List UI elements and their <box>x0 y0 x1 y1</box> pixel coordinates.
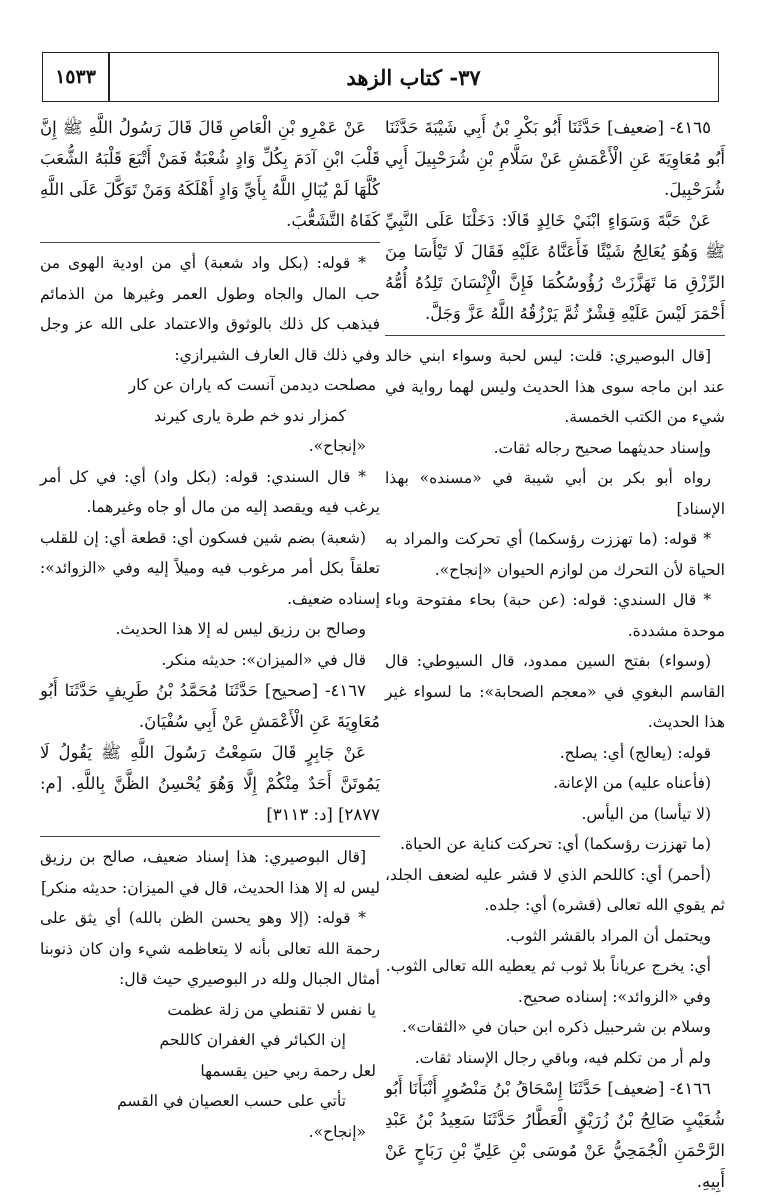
commentary-paragraph: ولم أر من تكلم فيه، وباقي رجال الإسناد ثقات. <box>414 1048 711 1067</box>
commentary-paragraph: وفي «الزوائد»: إسناده صحيح. <box>517 987 711 1006</box>
commentary-paragraph: أي: يخرج عرياناً بلا ثوب ثم يعطيه الله تعالى الثوب. <box>385 957 711 975</box>
commentary-paragraph: (وسواء) بفتح السين ممدود، قال السيوطي: قال القاسم البغوي في «معجم الصحابة»: ما لسواء غير هذا الحديث. <box>385 652 725 731</box>
poem-line: لعل رحمة ربي حين يقسمها <box>200 1061 376 1080</box>
commentary-paragraph: [قال البوصيري: هذا إسناد ضعيف، صالح بن رزيق ليس له إلا هذا الحديث، قال في الميزان: حديثه منكر] <box>40 848 380 897</box>
commentary-paragraph: وإسناد حديثهما صحيح رجاله ثقات. <box>493 438 711 457</box>
commentary-paragraph: «إنجاح». <box>308 437 366 455</box>
poem-line: مصلحت ديدمن آنست كه ياران عن كار <box>128 376 376 394</box>
page-number: ١٥٣٣ <box>55 66 96 88</box>
commentary-paragraph: * قال السندي: قوله: (بكل واد) أي: في كل أمر يرغب فيه ويقصد إليه من مال أو جاه وغيرهما. <box>40 467 380 516</box>
commentary-paragraph: قال في «الميزان»: حديثه منكر. <box>161 650 366 669</box>
commentary-paragraph: (أحمر) أي: كاللحم الذي لا قشر عليه لضعف الجلد، ثم يقوي الله تعالى (قشره) أي: جلده. <box>385 865 725 914</box>
hadith-paragraph: عَنْ جَابِرٍ قَالَ سَمِعْتُ رَسُولَ اللَّهِ ﷺ يَقُولُ لَا يَمُوتَنَّ أَحَدٌ مِنْكُمْ إِلَّا وَهُوَ يُحْسِنُ الظَّنَّ بِاللَّهِ. [م: ٢٨٧٧] [د: ٣١١٣] <box>40 743 380 824</box>
section-rule <box>40 836 380 837</box>
commentary-paragraph: (ما تهززت رؤسكما) أي: تحركت كناية عن الحياة. <box>400 835 711 853</box>
commentary-paragraph: * قوله: (إلا وهو يحسن الظن بالله) أي يثق على رحمة الله تعالى بأنه لا يتعاظمه شيء وان كان ذنوبنا أمثال الجبال ولله در البوصيري حيث قال: <box>40 909 380 988</box>
right-column <box>385 112 725 1197</box>
commentary-paragraph: * قوله: (ما تهززت رؤسكما) أي تحركت والمراد به الحياة لأن التحرك من لوازم الحيوان «إنجاح». <box>385 530 725 579</box>
chapter-title: ٣٧- كتاب الزهد <box>346 64 481 90</box>
commentary-paragraph: (فأعناه عليه) من الإعانة. <box>553 774 711 792</box>
commentary-paragraph: وصالح بن رزيق ليس له إلا هذا الحديث. <box>115 620 366 638</box>
commentary-paragraph: * قوله: (بكل واد شعبة) أي من اودية الهوى من حب المال والجاه وطول العمر وغيرها من الذمائم فيذهب كل ذلك بالوثوق والاعتماد على الله عز وجل وفي ذلك قال العارف الشيرازي: <box>40 254 380 364</box>
page-header <box>42 52 719 102</box>
poem-line: تأتي على حسب العصيان في القسم <box>117 1092 346 1110</box>
commentary-paragraph: [قال البوصيري: قلت: ليس لحبة وسواء ابني خالد عند ابن ماجه سوى هذا الحديث وليس لهما رواية في شيء من الكتب الخمسة. <box>385 347 725 426</box>
poem-line: إن الكبائر في الغفران كاللحم <box>159 1031 346 1049</box>
hadith-paragraph: ٤١٦٧- [صحيح] حَدَّثَنَا مُحَمَّدُ بْنُ طَرِيفٍ حَدَّثَنَا أَبُو مُعَاوِيَةَ عَنِ الْأَعْمَشِ عَنْ أَبِي سُفْيَانَ. <box>40 681 380 731</box>
commentary-paragraph: قوله: (يعالج) أي: يصلح. <box>559 743 711 762</box>
commentary-paragraph: ويحتمل أن المراد بالقشر الثوب. <box>505 926 711 945</box>
left-column <box>40 112 380 1147</box>
poem-line: كمزار ندو خم طرة يارى كيرند <box>154 406 346 425</box>
hadith-paragraph: ٤١٦٥- [ضعيف] حَدَّثَنَا أَبُو بَكْرِ بْنُ أَبِي شَيْبَةَ حَدَّثَنَا أَبُو مُعَاوِيَةَ عَنِ الْأَعْمَشِ عَنْ سَلَّامِ بْنِ شُرَحْبِيلَ أَبِي شُرَحْبِيلَ. <box>385 118 725 199</box>
section-rule <box>40 242 380 243</box>
hadith-paragraph: عَنْ عَمْرِو بْنِ الْعَاصِ قَالَ قَالَ رَسُولُ اللَّهِ ﷺ إِنَّ قَلْبَ ابْنِ آدَمَ بِكُلِّ وَادٍ شُعْبَةٌ فَمَنْ أَتْبَعَ قَلْبَهُ الشُّعَبَ كُلَّهَا لَمْ يُبَالِ اللَّهُ بِأَيِّ وَادٍ أَهْلَكَهُ وَمَنْ تَوَكَّلَ عَلَى اللَّهِ كَفَاهُ التَّشَعُّبَ. <box>40 118 380 230</box>
section-rule <box>385 335 725 336</box>
hadith-paragraph: ٤١٦٦- [ضعيف] حَدَّثَنَا إِسْحَاقُ بْنُ مَنْصُورٍ أَنْبَأَنَا أَبُو شُعَيْبٍ صَالِحُ بْنُ زُرَيْقٍ الْعَطَّارُ حَدَّثَنَا سَعِيدُ بْنُ عَبْدِ الرَّحْمَنِ الْجُمَحِيُّ عَنْ مُوسَى بْنِ عَلِيِّ بْنِ رَبَاحٍ عَنْ أَبِيهِ. <box>385 1079 725 1191</box>
commentary-paragraph: رواه أبو بكر بن أبي شيبة في «مسنده» بهذا الإسناد] <box>385 469 725 518</box>
commentary-paragraph: (شعبة) بضم شين فسكون أي: قطعة أي: إن للقلب تعلقاً بكل أمر مرغوب فيه وميلاً إليه وفي «الزوائد»: إسناده ضعيف. <box>40 528 380 608</box>
commentary-paragraph: * قال السندي: قوله: (عن حبة) بحاء مفتوحة وباء موحدة مشددة. <box>385 591 725 640</box>
poem-line: يا نفس لا تقنطي من زلة عظمت <box>167 1000 376 1019</box>
commentary-paragraph: «إنجاح». <box>308 1122 366 1141</box>
commentary-paragraph: وسلام بن شرحبيل ذكره ابن حبان في «الثقات». <box>402 1018 711 1036</box>
hadith-paragraph: عَنْ حَبَّةَ وَسَوَاءٍ ابْنَيْ خَالِدٍ قَالَا: دَخَلْنَا عَلَى النَّبِيِّ ﷺ وَهُوَ يُعَالِجُ شَيْئًا فَأَعَنَّاهُ عَلَيْهِ فَقَالَ لَا تَيْأَسَا مِنَ الرِّزْقِ مَا تَهَزَّزَتْ رُؤُوسُكُمَا فَإِنَّ الْإِنْسَانَ تَلِدُهُ أُمُّهُ أَحْمَرَ لَيْسَ عَلَيْهِ قِشْرٌ ثُمَّ يَرْزُقُهُ اللَّهُ عَزَّ وَجَلَّ. <box>385 211 725 323</box>
commentary-paragraph: (لا تيأسا) من اليأس. <box>581 804 711 823</box>
